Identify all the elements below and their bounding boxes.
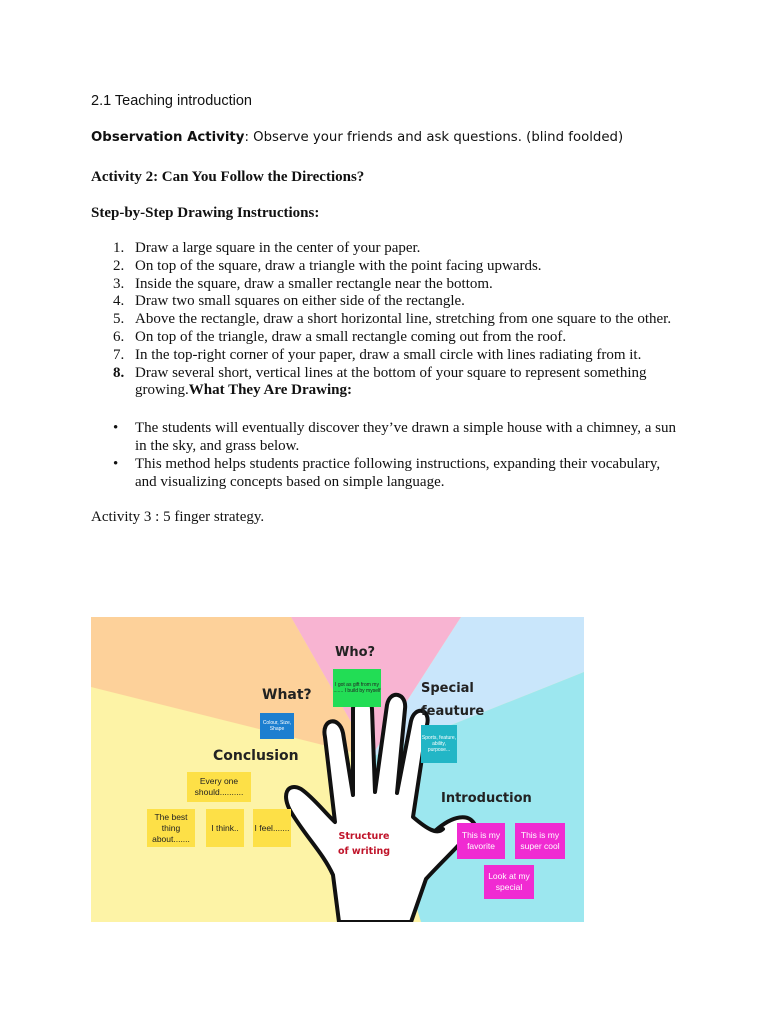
what-note: Colour, Size, Shape <box>260 713 294 739</box>
outcomes-list <box>91 419 681 491</box>
step-item: 2. On top of the square, draw a triangle with the point facing upwards. <box>113 257 542 274</box>
activity3-heading: Activity 3 : 5 finger strategy. <box>91 509 265 525</box>
introduction-label: Introduction <box>441 791 532 806</box>
special-feature-label: Special feauture <box>421 681 485 719</box>
conclusion-note-main: Every one should.......... <box>187 772 251 802</box>
step-item: 6. On top of the triangle, draw a small rectangle coming out from the roof. <box>113 328 567 345</box>
conclusion-note-2: I think.. <box>206 809 244 847</box>
conclusion-note-3: I feel....... <box>253 809 291 847</box>
observation-text: : Observe your friends and ask questions. (blind foolded) <box>244 130 624 145</box>
structure-label: Structure of writing <box>337 831 391 857</box>
observation-label: Observation Activity <box>91 130 245 145</box>
section-heading: 2.1 Teaching introduction <box>91 93 252 109</box>
conclusion-note-1: The best thing about....... <box>147 809 195 847</box>
step-item: 1. Draw a large square in the center of your paper. <box>113 240 421 256</box>
who-note: I got as gift from my ....... I build by myself <box>333 669 381 707</box>
intro-note-3: Look at my special <box>484 865 534 899</box>
step-item: 7. In the top-right corner of your paper, draw a small circle with lines radiating from it. <box>113 346 642 363</box>
outcome-item: • This method helps students practice following instructions, expanding their vocabulary, and visualizing concepts based on simple language. <box>113 456 661 490</box>
special-note: Sports, feature, ability, purpose... <box>421 725 457 763</box>
step-item: 4. Draw two small squares on either side of the rectangle. <box>113 293 465 310</box>
steps-list <box>91 240 691 400</box>
what-they-are-drawing-heading: What They Are Drawing: <box>188 382 352 399</box>
conclusion-label: Conclusion <box>213 748 299 764</box>
who-label: Who? <box>335 645 376 660</box>
step-item: 5. Above the rectangle, draw a short horizontal line, stretching from one square to the other. <box>113 311 672 328</box>
what-label: What? <box>262 687 312 703</box>
instructions-heading: Step-by-Step Drawing Instructions: <box>91 205 320 221</box>
five-finger-figure <box>91 617 584 922</box>
intro-note-2: This is my super cool <box>515 823 565 859</box>
intro-note-1: This is my favorite <box>457 823 505 859</box>
observation-line <box>91 130 623 145</box>
activity2-heading: Activity 2: Can You Follow the Directions? <box>91 169 365 185</box>
step-item: 3. Inside the square, draw a smaller rectangle near the bottom. <box>113 275 493 292</box>
step-item: 8. Draw several short, vertical lines at the bottom of your square to represent something growing.What They Are Drawing: <box>113 364 647 399</box>
outcome-item: • The students will eventually discover they’ve drawn a simple house with a chimney, a sun in the sky, and grass below. <box>113 420 676 454</box>
